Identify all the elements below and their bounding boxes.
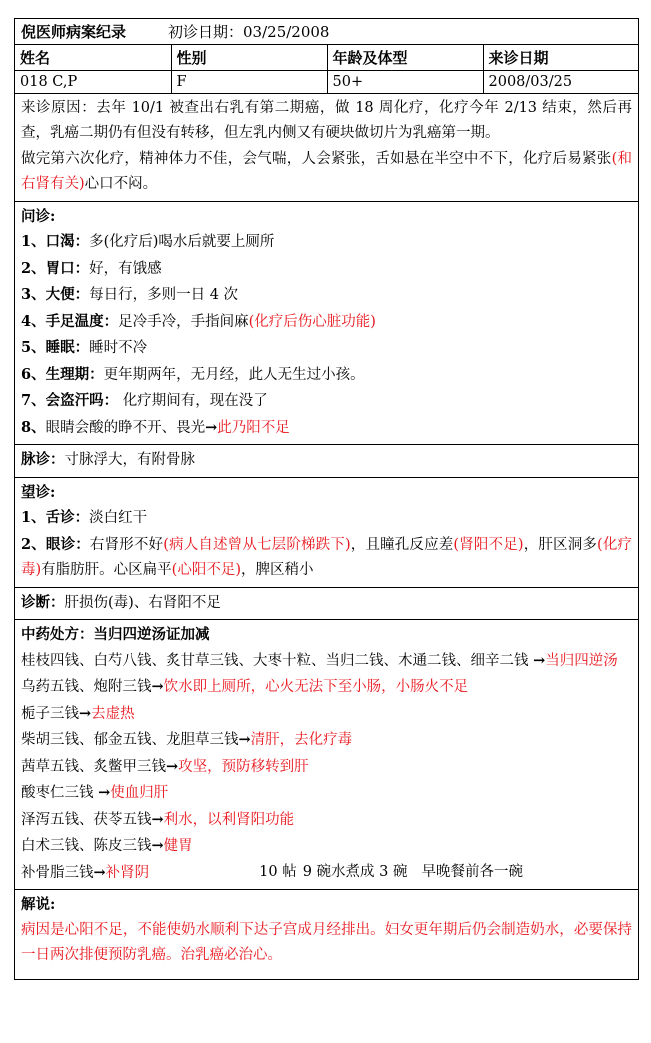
inquiry-item: 5、睡眠：睡时不冷	[21, 339, 148, 356]
tongue-diagnosis: 1、舌诊：淡白红干	[21, 509, 148, 526]
inquiry-item: 3、大便：每日行，多则一日 4 次	[21, 286, 239, 303]
right-arrow-icon: →	[79, 704, 92, 722]
eye-diagnosis: 2、眼诊：右肾形不好(病人自述曾从七层阶梯跌下)，且瞳孔反应差(肾阳不足)，肝区洞多(化疗毒)有脂肪肝。心区扁平(心阳不足)，脾区稍小	[21, 535, 632, 578]
right-arrow-icon: →	[93, 863, 106, 881]
prescription-line: 酸枣仁三钱 →使血归肝	[21, 784, 169, 801]
prescription-section	[15, 620, 638, 890]
inquiry-item: 8、眼睛会酸的睁不开、畏光→此乃阳不足	[21, 418, 290, 436]
right-arrow-icon: →	[533, 651, 546, 669]
inquiry-item: 7、会盗汗吗： 化疗期间有，现在没了	[21, 392, 268, 409]
value-age: 50+	[327, 71, 483, 93]
inquiry-title: 问诊:	[21, 207, 56, 225]
right-arrow-icon: →	[151, 810, 164, 828]
label-sex: 性别	[171, 45, 327, 71]
pulse-text: 寸脉浮大，有附骨脉	[64, 452, 195, 468]
value-visit-date: 2008/03/25	[488, 73, 573, 90]
value-sex: F	[171, 71, 327, 93]
inquiry-section	[15, 202, 638, 446]
diagnosis-text: 肝损伤(毒)、右肾阳不足	[64, 594, 221, 611]
explanation-title: 解说:	[21, 896, 56, 913]
observe-title: 望诊:	[21, 483, 56, 501]
value-name: 018 C,P	[15, 71, 171, 93]
info-value-row	[15, 71, 638, 93]
observe-section	[15, 478, 638, 588]
inquiry-item: 2、胃口：好，有饿感	[21, 259, 162, 277]
label-age: 年龄及体型	[327, 45, 483, 71]
right-arrow-icon: →	[166, 757, 179, 775]
prescription-line: 栀子三钱→去虚热	[21, 704, 135, 722]
info-header-row	[15, 45, 638, 71]
pulse-section	[15, 445, 638, 478]
record-sheet	[14, 18, 639, 980]
label-name: 姓名	[15, 45, 171, 71]
explanation-text: 病因是心阳不足，不能使奶水顺利下达子宫成月经排出。妇女更年期后仍会制造奶水，必要保持一日两次排便预防乳癌。治乳癌必治心。	[21, 921, 632, 963]
reason-paragraph-2: 做完第六次化疗，精神体力不佳，会气喘，人会紧张，舌如悬在半空中不下，化疗后易紧张(和右肾有关)心口不闷。	[21, 150, 632, 192]
right-arrow-icon: →	[98, 784, 111, 801]
prescription-line: 茜草五钱、炙鳖甲三钱→攻坚，预防移转到肝	[21, 757, 309, 775]
reason-section	[15, 94, 638, 202]
record-title: 倪医师病案纪录	[21, 23, 127, 41]
label-visit-date: 来诊日期	[483, 45, 638, 71]
prescription-line: 桂枝四钱、白芍八钱、炙甘草三钱、大枣十粒、当归二钱、木通二钱、细辛二钱 →当归四逆汤	[21, 651, 618, 669]
right-arrow-icon: →	[205, 418, 218, 436]
record-header	[15, 19, 638, 45]
diagnosis-section	[15, 588, 638, 621]
prescription-line: 白术三钱、陈皮三钱→健胃	[21, 837, 193, 854]
reason-note: (和右肾有关)	[21, 150, 632, 192]
reason-paragraph-1: 来诊原因：去年 10/1 被查出右乳有第二期癌，做 18 周化疗，化疗今年 2/13 结束，然后再查，乳癌二期仍有但没有转移，但左乳内侧又有硬块做切片为乳癌第一期。	[21, 99, 632, 141]
pulse-label: 脉诊：	[21, 451, 65, 468]
right-arrow-icon: →	[151, 678, 164, 695]
prescription-line: 乌药五钱、炮附三钱→饮水即上厕所，心火无法下至小肠，小肠火不足	[21, 678, 469, 695]
patient-info-table	[15, 45, 638, 93]
prescription-line: 柴胡三钱、郁金五钱、龙胆草三钱→清肝，去化疗毒	[21, 731, 353, 748]
first-visit-date: 初诊日期：03/25/2008	[168, 23, 330, 41]
inquiry-item: 1、口渴：多(化疗后)喝水后就要上厕所	[21, 233, 275, 250]
right-arrow-icon: →	[151, 837, 164, 854]
inquiry-item: 6、生理期：更年期两年，无月经，此人无生过小孩。	[21, 365, 365, 383]
prescription-line: 泽泻五钱、茯苓五钱→利水，以利肾阳功能	[21, 810, 295, 828]
right-arrow-icon: →	[238, 731, 251, 748]
dosage-instructions: 10 帖 9 碗水煮成 3 碗 早晚餐前各一碗	[259, 863, 523, 880]
explanation-section	[15, 890, 638, 979]
prescription-title: 中药处方：当归四逆汤证加减	[21, 626, 210, 643]
inquiry-item: 4、手足温度：足冷手冷，手指间麻(化疗后伤心脏功能)	[21, 312, 376, 330]
patient-info	[15, 45, 638, 94]
prescription-line: 补骨脂三钱→补肾阴 10 帖 9 碗水煮成 3 碗 早晚餐前各一碗	[21, 860, 632, 887]
diagnosis-label: 诊断：	[21, 593, 65, 611]
